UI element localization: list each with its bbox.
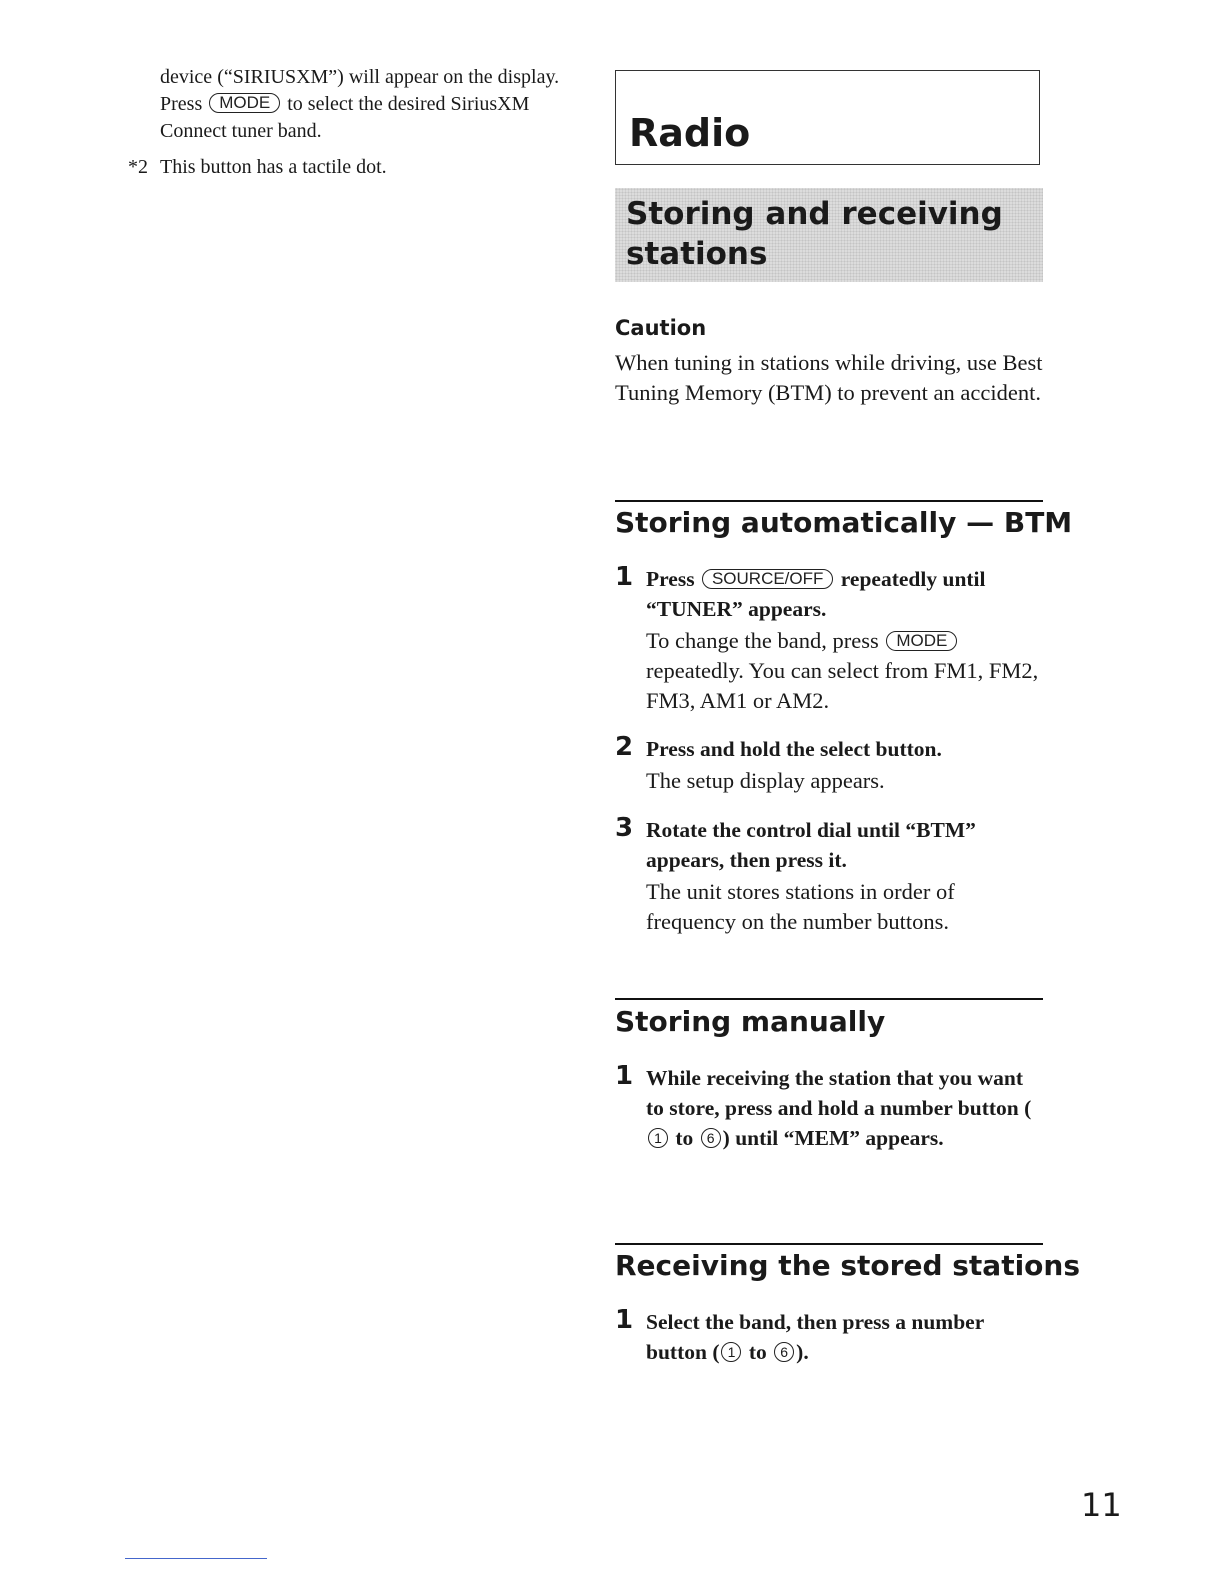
step-instruction: Select the band, then press a number button ( 1 to 6 ). bbox=[646, 1310, 984, 1364]
mode-button-label: MODE bbox=[209, 93, 280, 113]
continued-paragraph bbox=[160, 64, 560, 145]
section-rule bbox=[615, 1243, 1043, 1245]
page-number: 11 bbox=[1081, 1486, 1122, 1524]
step-description: To change the band, press MODE repeatedly. You can select from FM1, FM2, FM3, AM1 or AM2. bbox=[646, 628, 1039, 713]
step-instruction: While receiving the station that you want to store, press and hold a number button (1 to 6 ) until “MEM” appears. bbox=[646, 1066, 1032, 1150]
step-number: 2 bbox=[615, 732, 634, 762]
footnote-text: This button has a tactile dot. bbox=[160, 156, 387, 178]
receive-heading: Receiving the stored stations bbox=[615, 1249, 1081, 1282]
btm-step-1 bbox=[615, 564, 1045, 716]
btm-step-3 bbox=[615, 815, 1045, 937]
manual-step-1 bbox=[615, 1063, 1045, 1153]
step-description: The unit stores stations in order of frequency on the number buttons. bbox=[646, 879, 955, 934]
chapter-title: Radio bbox=[629, 111, 751, 155]
footnote bbox=[128, 154, 558, 181]
step-instruction: Press SOURCE/OFF repeatedly until “TUNER” appears. bbox=[646, 567, 986, 621]
btm-heading: Storing automatically — BTM bbox=[615, 506, 1073, 539]
section-title: Storing and receiving stations bbox=[626, 196, 1003, 272]
number-button-1-label: 1 bbox=[721, 1342, 741, 1362]
section-banner bbox=[615, 188, 1043, 282]
number-button-1-label: 1 bbox=[648, 1128, 668, 1148]
section-rule bbox=[615, 500, 1043, 502]
receive-step-1 bbox=[615, 1307, 1045, 1367]
manual-heading: Storing manually bbox=[615, 1005, 886, 1038]
step-number: 3 bbox=[615, 813, 634, 843]
step-number: 1 bbox=[615, 1305, 634, 1335]
step-description: The setup display appears. bbox=[646, 768, 885, 793]
chapter-title-box bbox=[615, 70, 1040, 165]
section-rule bbox=[615, 998, 1043, 1000]
caution-heading: Caution bbox=[615, 316, 707, 340]
footer-rule bbox=[125, 1558, 267, 1559]
footnote-mark: *2 bbox=[128, 156, 148, 178]
btm-step-2 bbox=[615, 734, 1045, 796]
source-off-button-label: SOURCE/OFF bbox=[702, 569, 833, 589]
step-instruction: Press and hold the select button. bbox=[646, 737, 942, 761]
step-number: 1 bbox=[615, 562, 634, 592]
continued-text: device (“SIRIUSXM”) will appear on the display. Press MODE to select the desired SiriusXM Connect tuner band. bbox=[160, 66, 560, 142]
caution-text: When tuning in stations while driving, use Best Tuning Memory (BTM) to prevent an accident. bbox=[615, 350, 1043, 405]
step-instruction: Rotate the control dial until “BTM” appears, then press it. bbox=[646, 818, 976, 872]
number-button-6-label: 6 bbox=[701, 1128, 721, 1148]
number-button-6-label: 6 bbox=[774, 1342, 794, 1362]
step-number: 1 bbox=[615, 1061, 634, 1091]
mode-button-label: MODE bbox=[886, 631, 957, 651]
